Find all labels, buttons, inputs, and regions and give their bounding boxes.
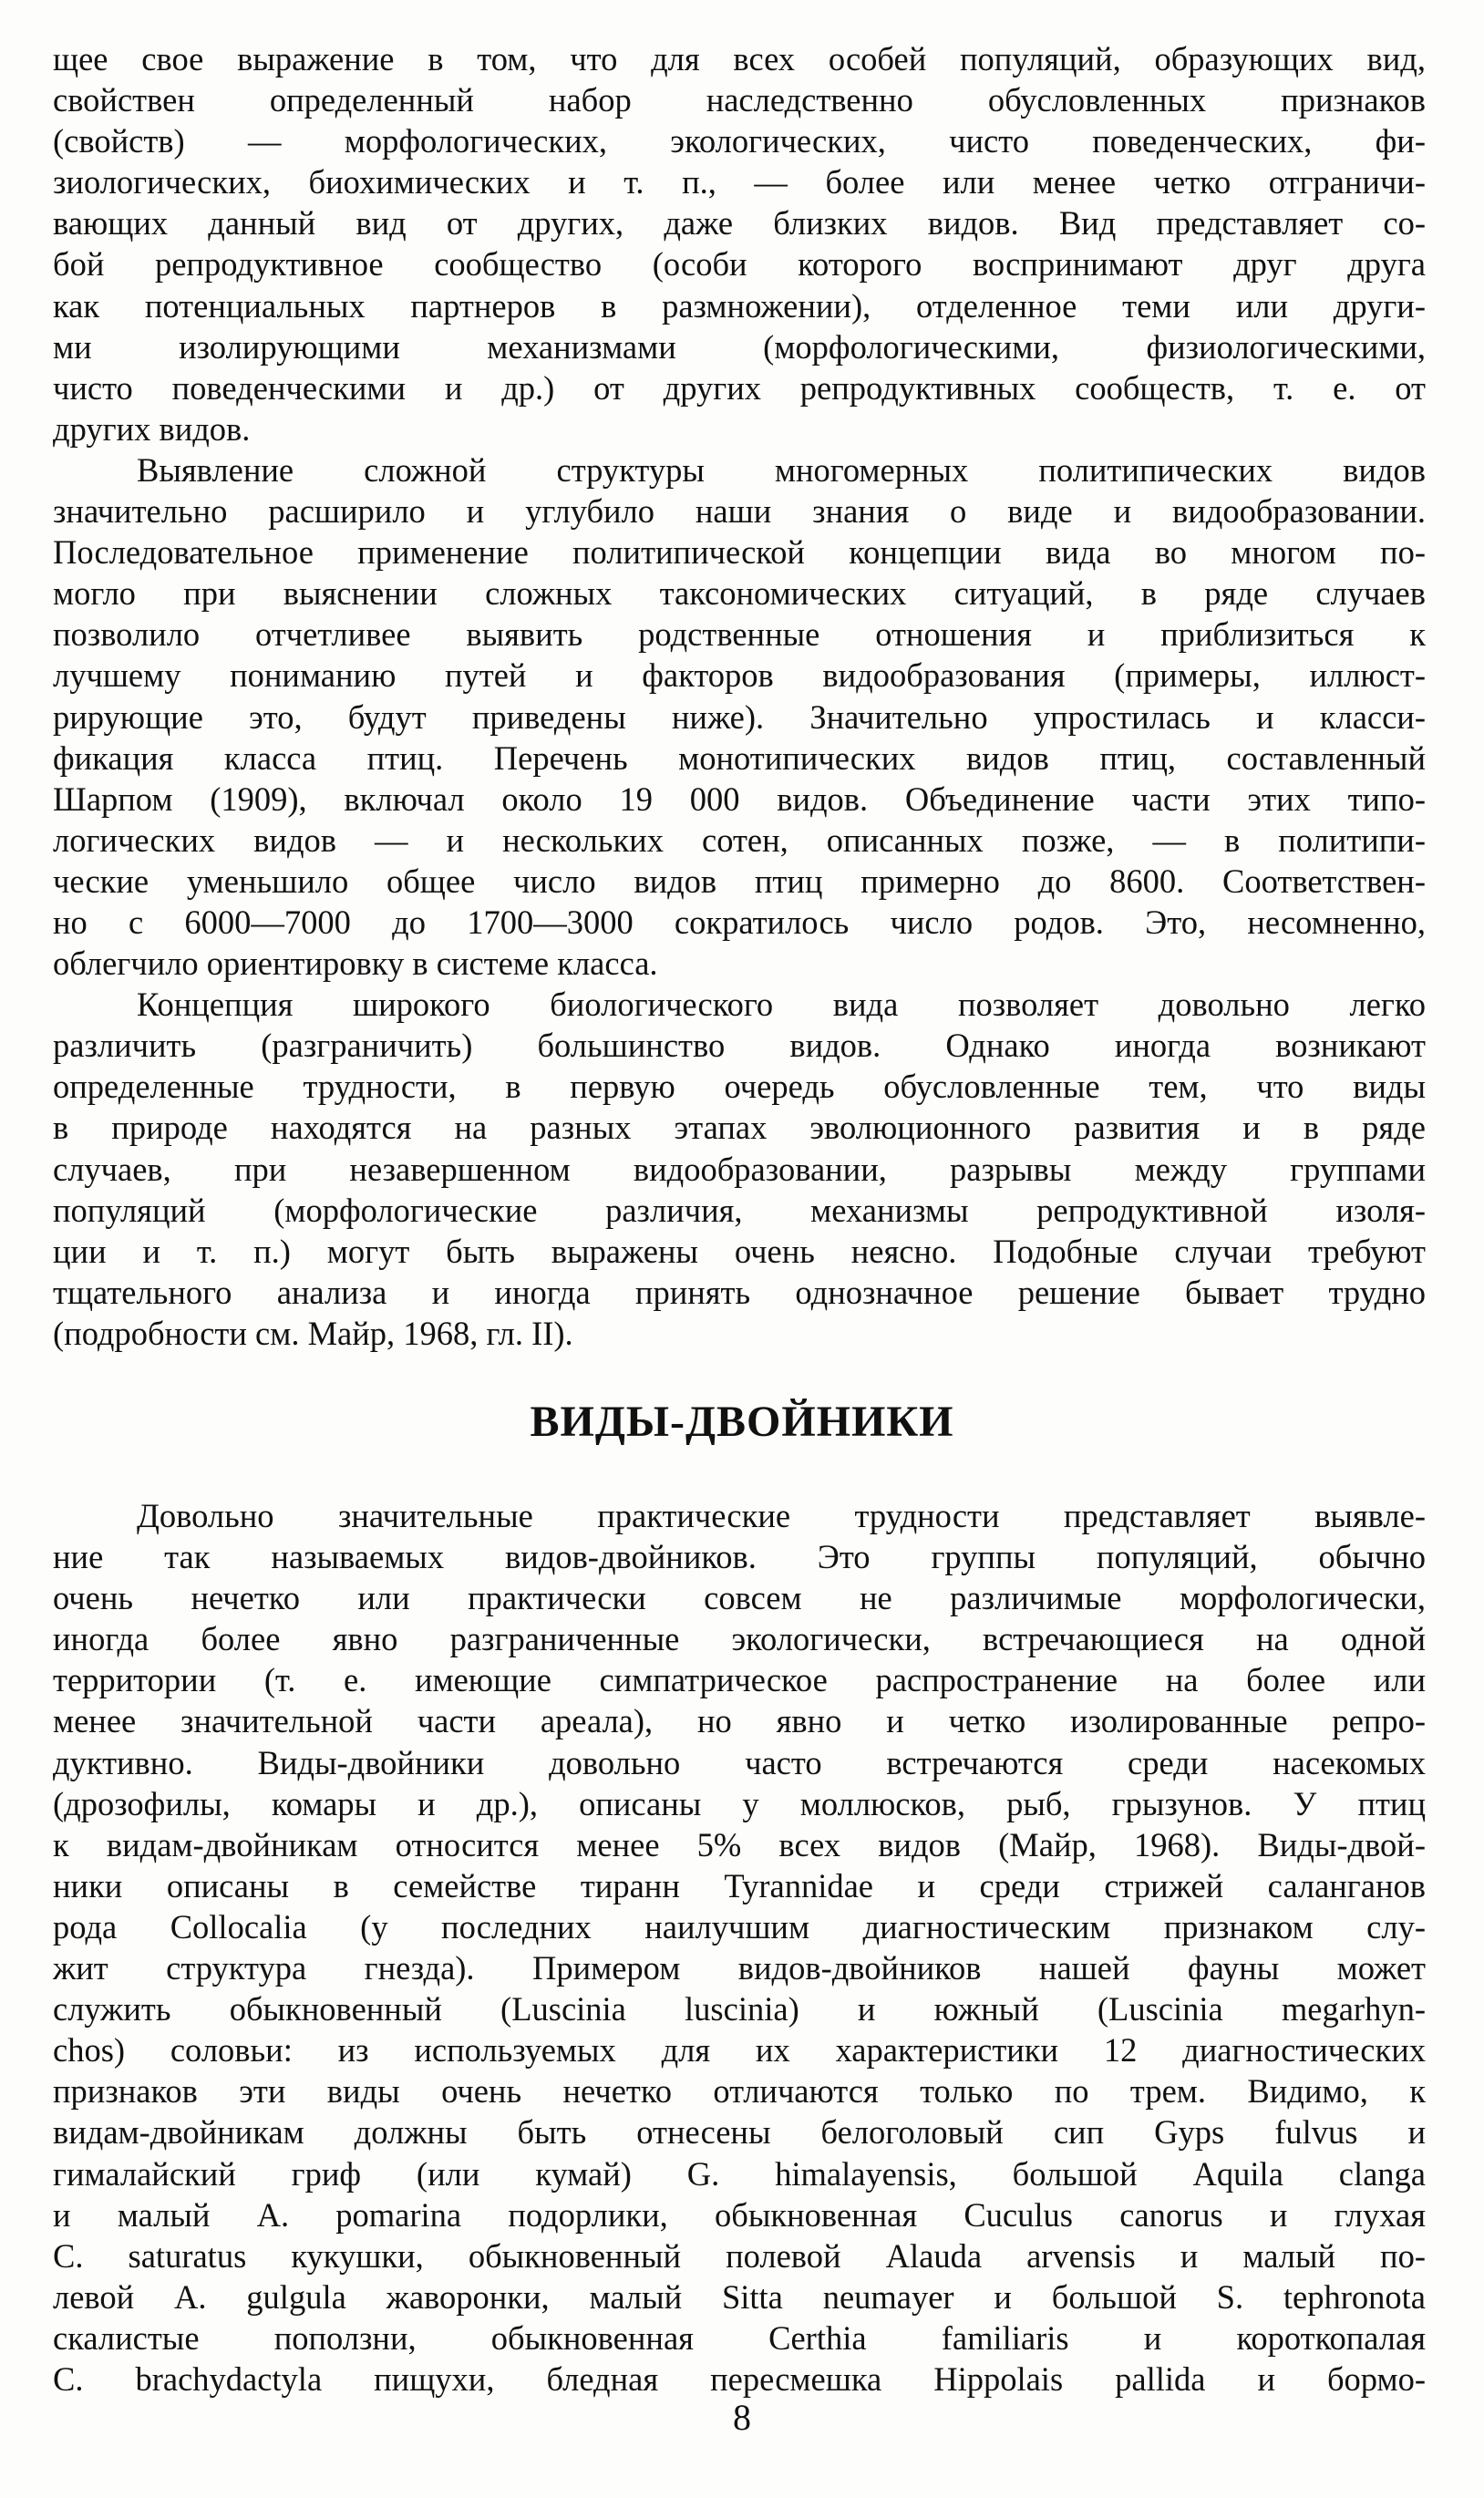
text-line: в природе находятся на разных этапах эволюционного развития и в ряде	[53, 1109, 1426, 1147]
text-line: ми изолирующими механизмами (морфологическими, физиологическими,	[53, 327, 1426, 366]
text-line: дуктивно. Виды-двойники довольно часто встречаются среди насекомых	[53, 1743, 1426, 1781]
text-line: лучшему пониманию путей и факторов видообразования (примеры, иллюст-	[53, 656, 1426, 695]
text-line: щее свое выражение в том, что для всех особей популяций, образующих вид,	[53, 40, 1426, 77]
text-line: других видов.	[53, 409, 251, 448]
text-line: C. saturatus кукушки, обыкновенный полевой Alauda arvensis и малый по-	[53, 2236, 1426, 2275]
text-line: облегчило ориентировку в системе класса.	[53, 944, 658, 983]
text-line: зиологических, биохимических и т. п., — более или менее четко отграничи-	[53, 163, 1426, 201]
text-line: бой репродуктивное сообщество (особи которого воспринимают друг друга	[53, 245, 1426, 284]
text-line: жит структура гнезда). Примером видов-двойников нашей фауны может	[53, 1949, 1426, 1987]
text-line: к видам-двойникам относится менее 5% всех видов (Майр, 1968). Виды-двой-	[53, 1825, 1426, 1863]
text-line: чисто поведенческими и др.) от других репродуктивных сообществ, т. е. от	[53, 368, 1426, 407]
text-line: ции и т. п.) могут быть выражены очень неясно. Подобные случаи требуют	[53, 1232, 1426, 1270]
text-line: как потенциальных партнеров в размножении), отделенное теми или други-	[53, 286, 1426, 325]
page-number: 8	[733, 2397, 751, 2438]
paragraph-4	[53, 1495, 1426, 2400]
text-line: различить (разграничить) большинство видов. Однако иногда возникают	[53, 1027, 1426, 1065]
text-line: левой A. gulgula жаворонки, малый Sitta neumayer и большой S. tephronota	[53, 2277, 1426, 2316]
text-line: вающих данный вид от других, даже близких видов. Вид представляет со-	[53, 204, 1426, 243]
body-text-section	[53, 1495, 1426, 2400]
paragraph-3	[53, 984, 1426, 1354]
text-line: могло при выяснении сложных таксономических ситуаций, в ряде случаев	[53, 574, 1426, 613]
text-line: Выявление сложной структуры многомерных политипических видов	[137, 450, 1426, 489]
text-line: случаев, при незавершенном видообразовании, разрывы между группами	[53, 1150, 1426, 1188]
text-line: очень нечетко или практически совсем не различимые морфологически,	[53, 1579, 1426, 1617]
text-line: иногда более явно разграниченные экологически, встречающиеся на одной	[53, 1620, 1426, 1658]
text-line: Последовательное применение политипической концепции вида во многом по-	[53, 533, 1426, 572]
text-line: тщательного анализа и иногда принять однозначное решение бывает трудно	[53, 1273, 1426, 1311]
section-heading: ВИДЫ-ДВОЙНИКИ	[530, 1398, 954, 1446]
text-line: позволило отчетливее выявить родственные отношения и приблизиться к	[53, 615, 1426, 654]
text-line: Шарпом (1909), включал около 19 000 видов. Объединение части этих типо-	[53, 779, 1426, 818]
text-line: ники описаны в семействе тиранн Tyrannidae и среди стрижей саланганов	[53, 1866, 1426, 1904]
text-line: chos) соловьи: из используемых для их характеристики 12 диагностических	[53, 2031, 1426, 2070]
text-line: ние так называемых видов-двойников. Это группы популяций, обычно	[53, 1538, 1426, 1576]
text-line: территории (т. е. имеющие симпатрическое распространение на более или	[53, 1661, 1426, 1699]
text-line: ческие уменьшило общее число видов птиц примерно до 8600. Соответствен-	[53, 862, 1426, 900]
text-line: рирующие это, будут приведены ниже). Значительно упростилась и класси-	[53, 697, 1426, 736]
text-line: но с 6000—7000 до 1700—3000 сократилось число родов. Это, несомненно,	[53, 903, 1426, 941]
paragraph-1	[53, 38, 1426, 449]
text-line: значительно расширило и углубило наши знания о виде и видообразовании.	[53, 492, 1426, 531]
text-line: свойствен определенный набор наследственно обусловленных признаков	[53, 81, 1426, 119]
text-line: Концепция широкого биологического вида позволяет довольно легко	[137, 986, 1426, 1024]
text-line: признаков эти виды очень нечетко отличаются только по трем. Видимо, к	[53, 2072, 1426, 2111]
paragraph-2	[53, 449, 1426, 984]
text-line: видам-двойникам должны быть отнесены белоголовый сип Gyps fulvus и	[53, 2113, 1426, 2152]
text-line: фикация класса птиц. Перечень монотипических видов птиц, составленный	[53, 738, 1426, 777]
text-line: Довольно значительные практические трудности представляет выявле-	[137, 1497, 1426, 1534]
text-line: скалистые поползни, обыкновенная Certhia familiaris и короткопалая	[53, 2318, 1426, 2357]
text-line: C. brachydactyla пищухи, бледная пересмешка Hippolais pallida и бормо-	[53, 2359, 1426, 2398]
text-line: гималайский гриф (или кумай) G. himalayensis, большой Aquila clanga	[53, 2154, 1426, 2193]
text-line: служить обыкновенный (Luscinia luscinia) и южный (Luscinia megarhyn-	[53, 1990, 1426, 2028]
text-line: (свойств) — морфологических, экологических, чисто поведенческих, фи-	[53, 122, 1426, 160]
text-line: популяций (морфологические различия, механизмы репродуктивной изоля-	[53, 1191, 1426, 1229]
text-line: логических видов — и нескольких сотен, описанных позже, — в политипи-	[53, 821, 1426, 859]
text-line: (дрозофилы, комары и др.), описаны у моллюсков, рыб, грызунов. У птиц	[53, 1784, 1426, 1822]
text-line: менее значительной части ареала), но явно и четко изолированные репро-	[53, 1702, 1426, 1740]
body-text-top	[53, 38, 1426, 1354]
text-line: и малый A. pomarina подорлики, обыкновенная Cuculus canorus и глухая	[53, 2195, 1426, 2234]
text-line: (подробности см. Майр, 1968, гл. II).	[53, 1314, 573, 1352]
text-line: определенные трудности, в первую очередь обусловленные тем, что виды	[53, 1068, 1426, 1106]
text-line: рода Collocalia (у последних наилучшим диагностическим признаком слу-	[53, 1907, 1426, 1946]
